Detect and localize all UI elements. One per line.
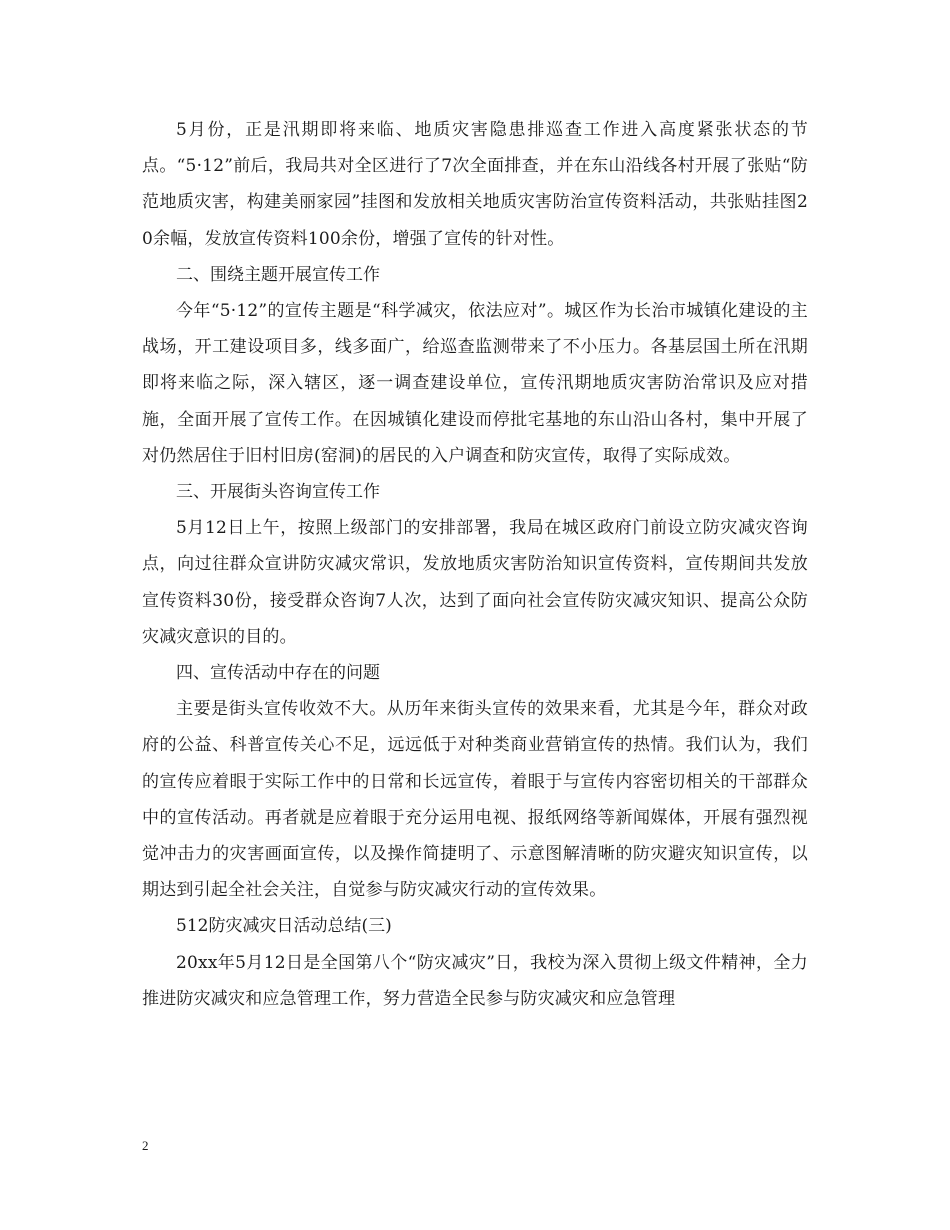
paragraph-problems: 主要是街头宣传收效不大。从历年来街头宣传的效果来看，尤其是今年，群众对政府的公益、科普宣传关心不足，远远低于对种类商业营销宣传的热情。我们认为，我们的宣传应着眼于实际工作中的日常和长远宣传，着眼于与宣传内容密切相关的干部群众中的宣传活动。再者就是应着眼于充分运用电视、报纸网络等新闻媒体，开展有强烈视觉冲击力的灾害画面宣传，以及操作简捷明了、示意图解清晰的防灾避灾知识宣传，以期达到引起全社会关注，自觉参与防灾减灾行动的宣传效果。	[142, 699, 808, 901]
section-heading-2: 二、围绕主题开展宣传工作	[176, 264, 380, 285]
paragraph-theme: 今年“5·12”的宣传主题是“科学减灾，依法应对”。城区作为长治市城镇化建设的主战场，开工建设项目多，线多面广，给巡查监测带来了不小压力。各基层国土所在汛期即将来临之际，深入辖区，逐一调查建设单位，宣传汛期地质灾害防治常识及应对措施，全面开展了宣传工作。在因城镇化建设而停批宅基地的东山沿山各村，集中开展了对仍然居住于旧村旧房(窑洞)的居民的入户调查和防灾宣传，取得了实际成效。	[142, 301, 808, 466]
section-heading-4: 四、宣传活动中存在的问题	[176, 663, 380, 684]
document-body	[142, 112, 808, 1017]
summary-heading-3: 512防灾减灾日活动总结(三)	[176, 916, 392, 937]
paragraph-intro: 5月份，正是汛期即将来临、地质灾害隐患排巡查工作进入高度紧张状态的节点。“5·12”前后，我局共对全区进行了7次全面排查，并在东山沿线各村开展了张贴“防范地质灾害，构建美丽家园”挂图和发放相关地质灾害防治宣传资料活动，共张贴挂图20余幅，发放宣传资料100余份，增强了宣传的针对性。	[142, 120, 808, 249]
section-heading-3: 三、开展街头咨询宣传工作	[176, 482, 380, 503]
paragraph-street-consult: 5月12日上午，按照上级部门的安排部署，我局在城区政府门前设立防灾减灾咨询点，向过往群众宣讲防灾减灾常识，发放地质灾害防治知识宣传资料，宣传期间共发放宣传资料30份，接受群众咨询7人次，达到了面向社会宣传防灾减灾知识、提高公众防灾减灾意识的目的。	[142, 518, 808, 647]
page-number: 2	[142, 1138, 149, 1153]
paragraph-school: 20xx年5月12日是全国第八个“防灾减灾”日，我校为深入贯彻上级文件精神，全力推进防灾减灾和应急管理工作，努力营造全民参与防灾减灾和应急管理	[142, 952, 808, 1009]
